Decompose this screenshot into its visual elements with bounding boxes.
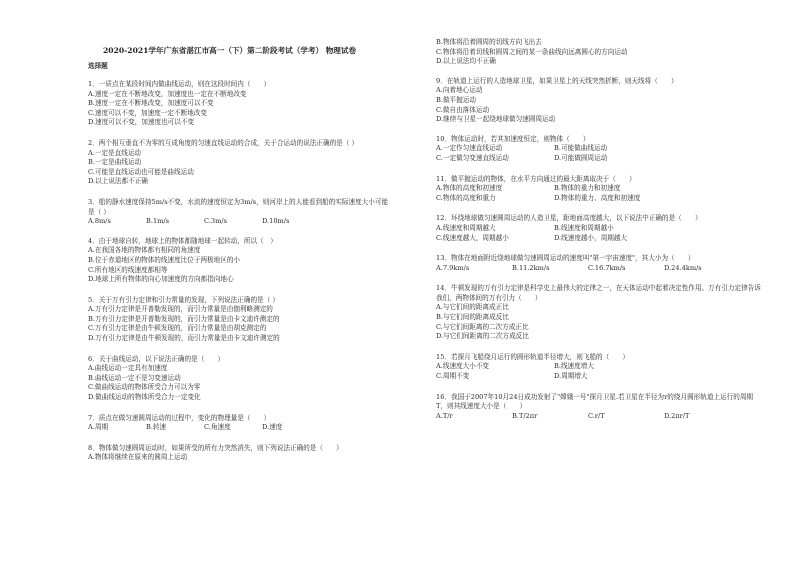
answer-option: A.7.9km/s	[436, 263, 470, 272]
answer-option: C.与它们间距离的二次方成正比	[436, 322, 529, 331]
answer-option: B.曲线运动一定不是匀变速运动	[88, 373, 181, 382]
answer-option: C.做曲线运动的物体所受合力可以为零	[88, 383, 201, 392]
answer-option: D.2πr/T	[664, 411, 690, 420]
answer-option-row	[436, 224, 761, 234]
answer-option: D.万有引力定律是由牛顿发现的，而引力常量是由卡文迪许测定的	[88, 334, 280, 343]
answer-option: C.16.7km/s	[588, 263, 626, 272]
answer-option: D.与它们间距离的二次方成反比	[436, 332, 529, 341]
question-stem: 14．牛顿发现的万有引力定律是科学史上最伟大的定律之一，在天体运动中起着决定性作用。万有引力定律告诉我们，两物体间的万有引力（ ）	[436, 284, 761, 302]
answer-option: A.向着地心运动	[436, 86, 483, 95]
answer-option: D.继续与卫星一起绕地球做匀速圆周运动	[436, 115, 556, 124]
question-block	[436, 175, 761, 204]
question-block	[88, 139, 393, 187]
answer-option: D.地球上所有物体的向心加速度的方向都指向地心	[88, 275, 234, 284]
answer-option: C.做自由落体运动	[436, 105, 490, 114]
question-block	[436, 77, 761, 125]
question-block	[88, 296, 393, 344]
answer-option-row	[436, 264, 761, 274]
answer-option: B.做平抛运动	[436, 95, 476, 104]
question-stem: 7．质点在做匀速圆周运动的过程中，变化的物理量是（ ）	[88, 413, 271, 422]
answer-option: D.速度	[262, 423, 283, 432]
answer-option-row	[436, 184, 761, 194]
answer-option-row	[436, 194, 761, 204]
answer-option: B.可能做曲线运动	[554, 144, 608, 153]
question-stem: 5．关于万有引力定律和引力常量的发现，下列说法正确的是（ ）	[88, 295, 279, 304]
question-stem: 8．物体做匀速圆周运动时，如果所受的所有力突然消失，则下列说法正确的是（ ）	[88, 443, 343, 452]
answer-option: B.线速度增大	[554, 362, 594, 371]
question-block	[436, 353, 761, 382]
answer-option: C.物体将沿着切线和圆周之间的某一条曲线向远离圆心的方向运动	[436, 47, 628, 56]
question-block	[436, 284, 761, 342]
answer-option: B.万有引力定律是开普勒发现的，而引力常量是由卡文迪许测定的	[88, 314, 280, 323]
answer-option: B.11.2km/s	[512, 263, 550, 272]
answer-option: A.在我国各地的物体都有相同的角速度	[88, 246, 201, 255]
question-block	[436, 393, 761, 422]
answer-option-row	[88, 423, 393, 433]
question-block	[88, 80, 393, 128]
answer-option: C.所有地区的线速度都相等	[88, 265, 168, 274]
answer-option: C.可能是直线运动也可能是曲线运动	[88, 167, 194, 176]
answer-option: B.一定是曲线运动	[88, 158, 142, 167]
answer-option: A.T/r	[436, 411, 453, 420]
answer-option: B.T/2πr	[512, 411, 538, 420]
answer-option: D.以上说法均不正确	[436, 57, 496, 66]
answer-option: B.与它们间的距离成反比	[436, 313, 509, 322]
question-stem: 4．由于地球自转，地球上的物体都随地球一起转动，所以（ ）	[88, 236, 277, 245]
answer-option: A.线速度大小不变	[436, 362, 490, 371]
question-stem: 16．我国于2007年10月24日成功发射了"嫦娥一号"探月卫星.若卫星在半径为r的绕月圆形轨道上运行的周期T，则其线速度大小是（ ）	[436, 392, 754, 411]
section-heading: 选择题	[88, 62, 108, 70]
answer-option: C.速度可以不变，加速度一定不断地改变	[88, 108, 207, 117]
answer-option: A.物体将继续在原来的圆周上运动	[88, 453, 188, 462]
question-block	[436, 254, 761, 273]
answer-option: C.角速度	[204, 423, 231, 432]
answer-option: A.8m/s	[88, 217, 111, 226]
answer-option: D.以上说法都不正确	[88, 177, 148, 186]
answer-option-row	[436, 362, 761, 372]
answer-option-row	[436, 144, 761, 154]
answer-option: C.3m/s	[204, 217, 227, 226]
answer-option: A.物体的高度和初速度	[436, 184, 503, 193]
answer-option: B.转速	[146, 423, 167, 432]
answer-option: C.周期不变	[436, 372, 470, 381]
answer-option: A.一定作匀速直线运动	[436, 144, 503, 153]
answer-option: D.做曲线运动的物体所受合力一定变化	[88, 393, 201, 402]
question-stem: 1．一质点在某段时间内做曲线运动，则在这段时间内（ ）	[88, 80, 271, 88]
question-stem: 6．关于曲线运动，以下说法正确的是（ ）	[88, 354, 225, 363]
document-title: 2020-2021学年广东省湛江市高一（下）第二阶段考试（学考） 物理试卷	[103, 46, 357, 55]
answer-option: A.一定是直线运动	[88, 148, 142, 157]
answer-option: D.线速度越小，周期越大	[554, 233, 628, 242]
answer-option: D.物体的重力、高度和初速度	[554, 193, 641, 202]
question-stem: 12．环绕地球做匀速圆周运动的人造卫星，距地面高度越大，以下说法中正确的是（ ）	[436, 214, 702, 223]
answer-option-row	[436, 372, 761, 382]
answer-option: D.周期增大	[554, 372, 588, 381]
answer-option: C.物体的高度和重力	[436, 193, 496, 202]
answer-option-row	[436, 412, 761, 422]
answer-option: B.位于赤道地区的物体的线速度比位于两极地区的小	[88, 255, 241, 264]
answer-option: D.速度可以不变，加速度也可以不变	[88, 118, 195, 127]
question-block	[436, 38, 761, 67]
answer-option: D.可能做圆周运动	[554, 153, 608, 162]
question-block	[88, 414, 393, 433]
question-stem: 2．两个相互垂直不为零的互成角度的匀速直线运动的合成，关于合运动的说法正确的是（ ）	[88, 138, 359, 147]
answer-option-row	[88, 217, 393, 227]
question-stem: 15．若探月飞船绕月运行的圆形轨道半径增大，则飞船的（ ）	[436, 352, 630, 361]
question-stem: 10．物体运动时，若其加速度恒定，则物体（ ）	[436, 134, 590, 143]
answer-option: A.周期	[88, 423, 109, 432]
right-column	[436, 38, 761, 421]
answer-option-row	[436, 154, 761, 164]
question-stem: 9．在轨道上运行的人造地球卫星，如果卫星上的天线突然折断，则天线将（ ）	[436, 76, 678, 85]
question-block	[88, 198, 393, 227]
answer-option: B.线速度和周期越小	[554, 223, 614, 232]
question-stem: 13．物体在地面附近绕地球做匀速圆周运动的速度叫"第一宇宙速度"，其大小为（ ）	[436, 254, 695, 263]
answer-option: A.曲线运动一定具有加速度	[88, 364, 168, 373]
left-column	[88, 80, 393, 463]
answer-option: A.与它们间的距离成正比	[436, 303, 509, 312]
answer-option: C.万有引力定律是由牛顿发现的，而引力常量是由胡克测定的	[88, 324, 267, 333]
question-block	[436, 214, 761, 243]
answer-option: A.万有引力定律是开普勒发现的，而引力常量是由伽利略测定的	[88, 305, 273, 314]
answer-option: B.1m/s	[146, 217, 169, 226]
question-stem: 3．船的静水速度保持5m/s不变，水流的速度恒定为3m/s，则河岸上的人能看到船的实际速度大小可能是（ ）	[88, 197, 389, 216]
answer-option: D.24.4km/s	[664, 263, 702, 272]
answer-option: C.线速度越大，周期越小	[436, 233, 509, 242]
question-block	[88, 237, 393, 285]
question-block	[88, 444, 393, 463]
answer-option-row	[436, 234, 761, 244]
question-stem: 11．做平抛运动的物体，在水平方向通过的最大距离取决于（ ）	[436, 174, 636, 183]
answer-option: A.线速度和周期越大	[436, 223, 496, 232]
answer-option: B.物体的重力和初速度	[554, 184, 621, 193]
answer-option: C.一定做匀变速直线运动	[436, 153, 509, 162]
answer-option: D.10m/s	[262, 217, 290, 226]
question-block	[436, 135, 761, 164]
answer-option: C.r/T	[588, 411, 605, 420]
answer-option: A.速度一定在不断地改变，加速度也一定在不断地改变	[88, 89, 247, 98]
question-block	[88, 355, 393, 403]
answer-option: B.物体将沿着圆周的切线方向飞出去	[436, 38, 542, 46]
answer-option: B.速度一定在不断地改变，加速度可以不变	[88, 99, 214, 108]
